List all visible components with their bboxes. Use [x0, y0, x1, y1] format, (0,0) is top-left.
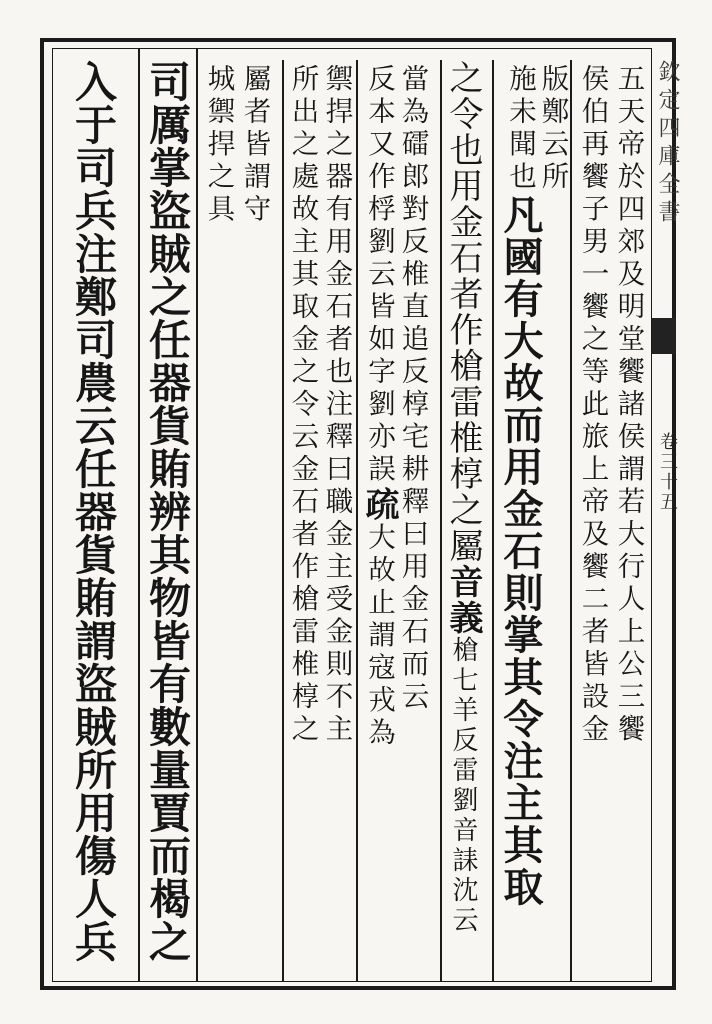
- text-column-6: 禦捍之器有用金石者也注釋曰職金主受金則不主: [320, 64, 353, 747]
- text-run: 凡國有大故而用金石則掌其令注主其取: [497, 194, 544, 908]
- text-run: 反本又作桴劉云皆如字劉亦誤: [363, 64, 395, 487]
- column-rule: [440, 60, 442, 982]
- text-column-5: 所出之處故主其取金之令云金石者作槍雷椎椁之: [286, 64, 319, 747]
- book-title: 欽定四庫全書: [655, 60, 680, 228]
- highlight-marker: 音義: [443, 564, 483, 636]
- text-column-8: [396, 64, 429, 714]
- text-run: 槍七羊反雷劉音誄沈云: [448, 636, 478, 936]
- fish-tail-mark: [652, 318, 676, 354]
- text-run: 大故止謂寇戎為: [363, 522, 395, 750]
- text-column-10: [497, 64, 544, 908]
- column-rule: [356, 60, 358, 982]
- text-run: 當為礌郎對反椎直追反椁宅耕: [396, 64, 429, 487]
- text-column-4: 屬者皆謂守: [238, 64, 271, 227]
- column-rule: [570, 60, 572, 982]
- text-column-13: 五天帝於四郊及明堂饗諸侯謂若大行人上公三饗: [612, 64, 645, 747]
- column-rule: [196, 48, 198, 982]
- column-rule: [282, 60, 284, 982]
- text-column-12: 侯伯再饗子男一饗之等此旅上帝及饗二者皆設金: [576, 64, 609, 747]
- text-run: 施未聞也: [504, 64, 536, 194]
- highlight-marker: 疏: [359, 486, 399, 523]
- column-rule: [492, 60, 494, 982]
- text-run: 之令也用金石者作槍雷椎椁之屬: [443, 60, 483, 564]
- chapter-label: 卷三十五: [657, 432, 678, 512]
- column-rule: [138, 48, 140, 982]
- text-run: 釋曰用金石而云: [396, 486, 429, 714]
- text-column-11: 版鄭云所: [536, 64, 569, 194]
- text-column-1: 入于司兵注鄭司農云任器貨賄謂盜賊所用傷人兵: [69, 60, 118, 963]
- text-column-3: 城禦捍之具: [202, 64, 235, 227]
- text-column-9: [443, 60, 483, 936]
- text-column-2: 司厲掌盜賊之任器貨賄辨其物皆有數量賈而楬之: [143, 60, 192, 963]
- text-column-7: [359, 64, 399, 750]
